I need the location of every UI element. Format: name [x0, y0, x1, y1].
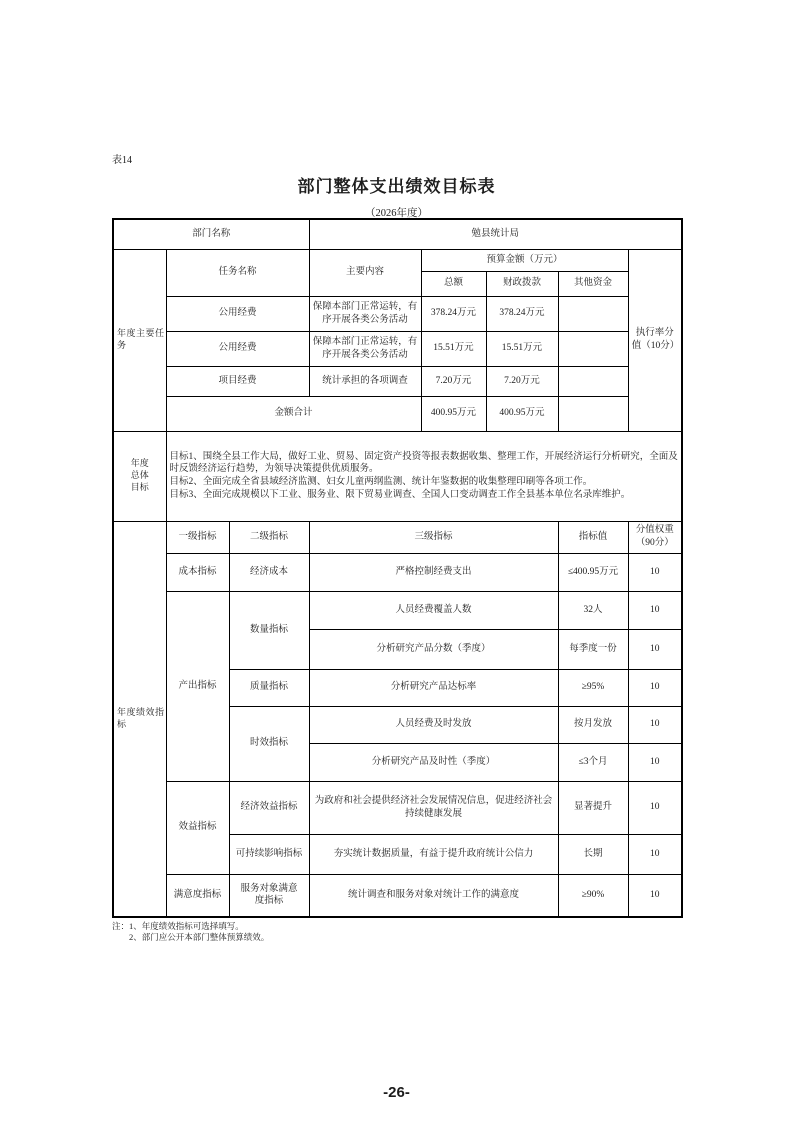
task-fiscal: 378.24万元: [486, 296, 558, 331]
dept-name-value: 勉县统计局: [309, 219, 682, 249]
task-other: [558, 331, 628, 366]
indicator-level2: 可持续影响指标: [229, 834, 309, 874]
indicator-weight: 10: [628, 669, 682, 706]
indicator-level3: 分析研究产品分数（季度）: [309, 629, 558, 669]
indicator-level3: 为政府和社会提供经济社会发展情况信息，促进经济社会持续健康发展: [309, 781, 558, 834]
indicator-level3: 人员经费及时发放: [309, 706, 558, 743]
table-row: [113, 219, 682, 249]
col-header-indicator-value: 指标值: [558, 521, 628, 553]
task-content: 保障本部门正常运转，有序开展各类公务活动: [309, 331, 421, 366]
col-header-total: 总额: [421, 271, 486, 296]
indicator-weight: 10: [628, 834, 682, 874]
indicator-weight: 10: [628, 874, 682, 917]
task-total: 378.24万元: [421, 296, 486, 331]
indicator-level3: 统计调查和服务对象对统计工作的满意度: [309, 874, 558, 917]
indicator-level2: 经济效益指标: [229, 781, 309, 834]
performance-target-table: [112, 218, 683, 918]
indicator-level3: 严格控制经费支出: [309, 553, 558, 591]
task-other: [558, 296, 628, 331]
indicator-level3: 夯实统计数据质量，有益于提升政府统计公信力: [309, 834, 558, 874]
footnote-2: 2、部门应公开本部门整体预算绩效。: [129, 932, 270, 943]
indicator-row: [113, 781, 682, 834]
indicator-level2: 质量指标: [229, 669, 309, 706]
task-row: [113, 296, 682, 331]
task-total: 15.51万元: [421, 331, 486, 366]
col-header-execution-score: 执行率分值（10分）: [628, 249, 682, 431]
col-header-main-content: 主要内容: [309, 249, 421, 296]
indicator-row: [113, 553, 682, 591]
col-header-other-funds: 其他资金: [558, 271, 628, 296]
indicator-value: 32人: [558, 591, 628, 629]
document-title: 部门整体支出绩效目标表: [297, 177, 496, 196]
indicator-value: ≥90%: [558, 874, 628, 917]
indicator-weight: 10: [628, 743, 682, 781]
indicator-row: [113, 591, 682, 629]
total-fiscal: 400.95万元: [486, 396, 558, 431]
annual-goals-row: [113, 431, 682, 521]
col-header-level3: 三级指标: [309, 521, 558, 553]
page-number: -26-: [383, 1084, 410, 1101]
task-name: 公用经费: [166, 296, 309, 331]
task-fiscal: 7.20万元: [486, 366, 558, 396]
col-header-fiscal-allocation: 财政拨款: [486, 271, 558, 296]
section-annual-goals: 年度总体目标: [113, 431, 166, 521]
indicator-level3: 分析研究产品及时性（季度）: [309, 743, 558, 781]
indicator-weight: 10: [628, 781, 682, 834]
section-annual-main-tasks: 年度主要任务: [113, 249, 166, 431]
indicator-value: ≥95%: [558, 669, 628, 706]
col-header-task-name: 任务名称: [166, 249, 309, 296]
indicator-level1: 产出指标: [166, 591, 229, 781]
col-header-score-weight: 分值权重（90分）: [628, 521, 682, 553]
task-total-row: [113, 396, 682, 431]
indicator-value: 按月发放: [558, 706, 628, 743]
indicator-value: ≤3个月: [558, 743, 628, 781]
task-name: 项目经费: [166, 366, 309, 396]
indicator-level2: 数量指标: [229, 591, 309, 669]
footnote-label: 注：: [112, 921, 130, 931]
indicator-level3: 分析研究产品达标率: [309, 669, 558, 706]
task-row: [113, 331, 682, 366]
table-number-label: 表14: [112, 155, 132, 166]
col-header-budget-group: 预算金额（万元）: [421, 249, 628, 271]
indicator-level3: 人员经费覆盖人数: [309, 591, 558, 629]
indicator-weight: 10: [628, 553, 682, 591]
indicator-value: 每季度一份: [558, 629, 628, 669]
task-row: [113, 366, 682, 396]
indicator-level2: 经济成本: [229, 553, 309, 591]
indicator-weight: 10: [628, 591, 682, 629]
indicator-level1: 成本指标: [166, 553, 229, 591]
task-content: 统计承担的各项调查: [309, 366, 421, 396]
goal-2: 目标2、全面完成全省县域经济监测、妇女儿童两纲监测、统计年鉴数据的收集整理印刷等各项工作。: [169, 477, 593, 487]
dept-name-label: 部门名称: [113, 219, 309, 249]
indicator-value: 长期: [558, 834, 628, 874]
table-row: [113, 249, 682, 271]
indicator-value: 显著提升: [558, 781, 628, 834]
task-fiscal: 15.51万元: [486, 331, 558, 366]
task-total: 7.20万元: [421, 366, 486, 396]
section-annual-performance-indicators: 年度绩效指标: [113, 521, 166, 917]
total-other: [558, 396, 628, 431]
task-name: 公用经费: [166, 331, 309, 366]
goal-3: 目标3、全面完成规模以下工业、服务业、限下贸易业调查、全国人口变动调查工作全县基本单位名录库维护。: [169, 489, 631, 500]
task-other: [558, 366, 628, 396]
goal-1: 目标1、围绕全县工作大局，做好工业、贸易、固定资产投资等报表数据收集、整理工作，开展经济运行分析研究，全面及时反馈经济运行趋势，为领导决策提供优质服务。: [169, 451, 678, 475]
indicator-weight: 10: [628, 629, 682, 669]
indicator-header-row: [113, 521, 682, 553]
total-amount: 400.95万元: [421, 396, 486, 431]
task-content: 保障本部门正常运转，有序开展各类公务活动: [309, 296, 421, 331]
indicator-value: ≤400.95万元: [558, 553, 628, 591]
indicator-level2: 时效指标: [229, 706, 309, 781]
document-subtitle: （2026年度）: [365, 208, 428, 219]
total-label: 金额合计: [166, 396, 421, 431]
indicator-level1: 满意度指标: [166, 874, 229, 917]
col-header-level1: 一级指标: [166, 521, 229, 553]
indicator-row: [113, 874, 682, 917]
col-header-level2: 二级指标: [229, 521, 309, 553]
footnotes: [112, 921, 269, 944]
footnote-1: 1、年度绩效指标可选择填写。: [129, 921, 244, 931]
indicator-level1: 效益指标: [166, 781, 229, 874]
indicator-weight: 10: [628, 706, 682, 743]
indicator-level2: 服务对象满意度指标: [229, 874, 309, 917]
annual-goals-text: [166, 431, 682, 521]
